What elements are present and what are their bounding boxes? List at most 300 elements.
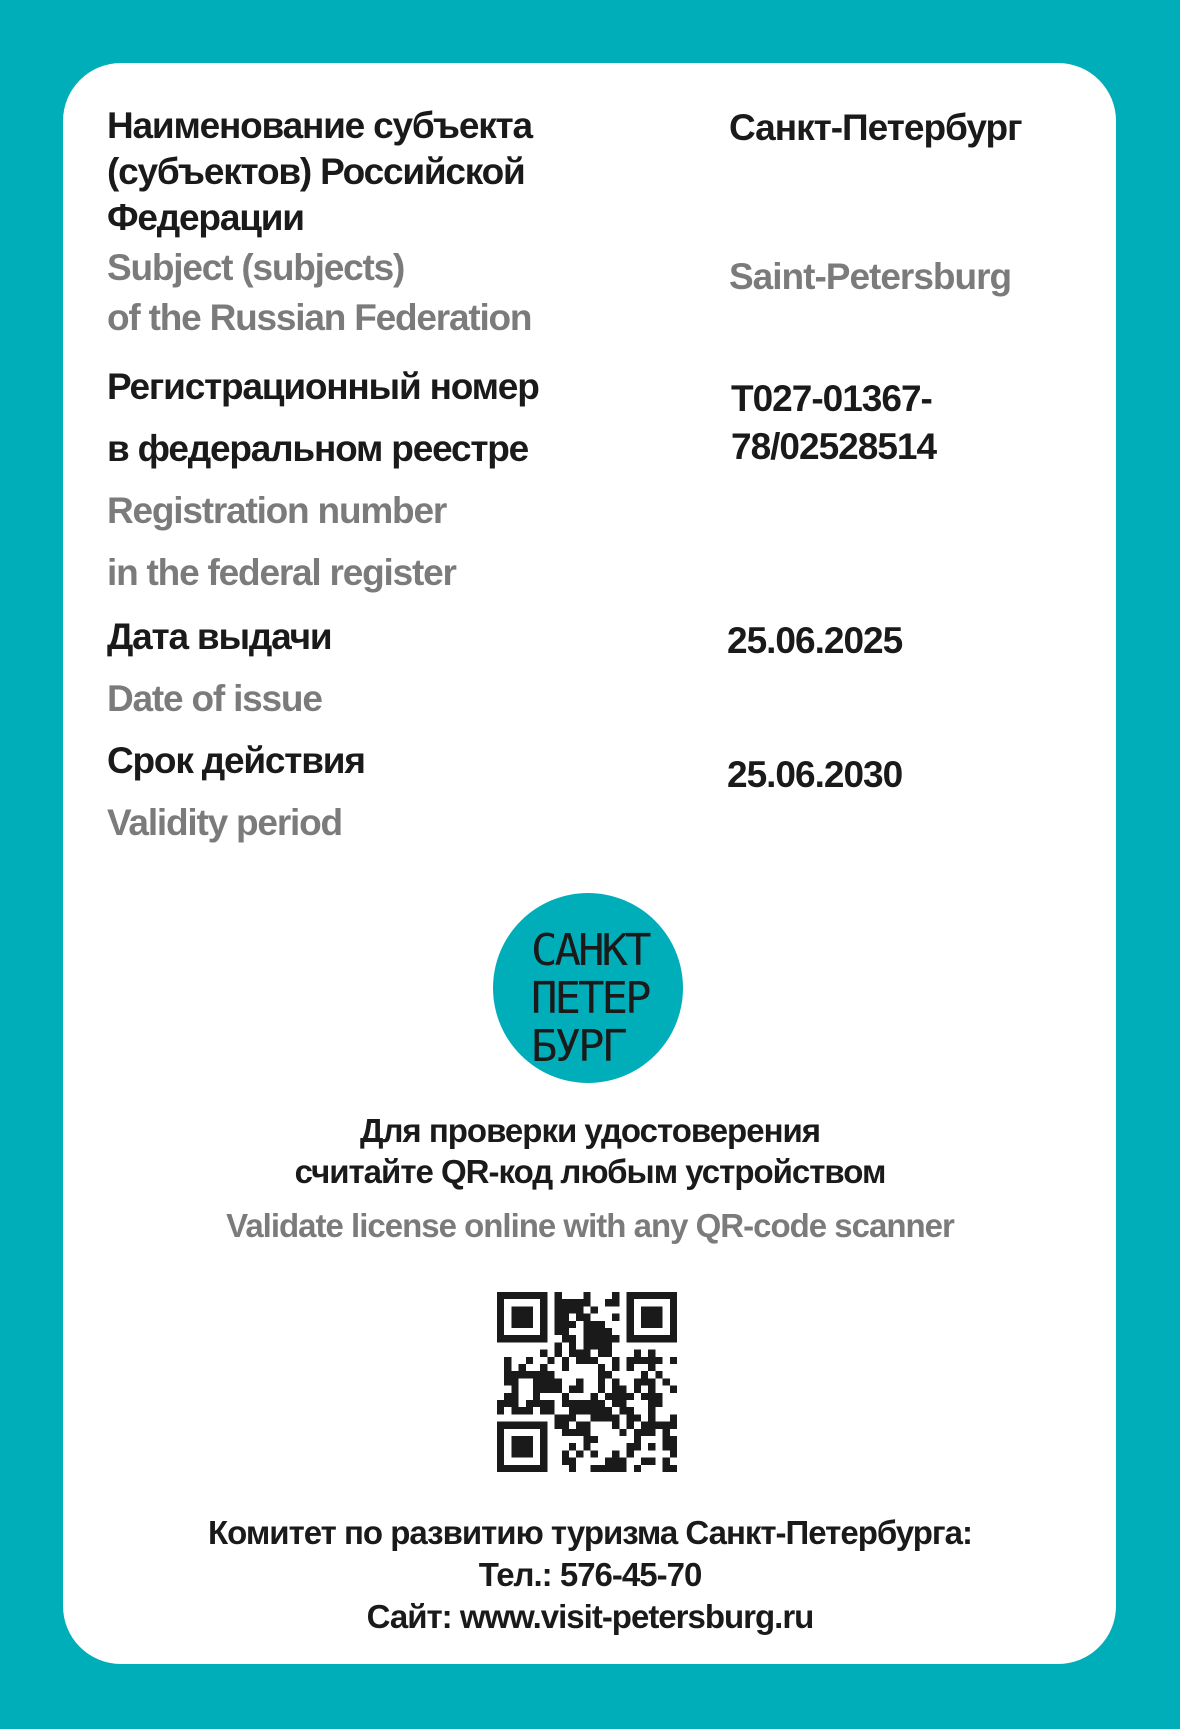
qr-module [598,1386,605,1393]
qr-module [562,1321,569,1328]
issue-date-label-en: Date of issue [107,678,322,719]
qr-module [627,1292,634,1299]
qr-module [562,1306,569,1313]
qr-module [562,1314,569,1321]
qr-module [497,1458,504,1465]
qr-module [619,1407,626,1414]
qr-module [648,1400,655,1407]
verify-ru-line-2: считайте QR-код любым устройством [294,1153,886,1190]
qr-module [598,1400,605,1407]
qr-module [576,1306,583,1313]
qr-module [497,1314,504,1321]
qr-module [605,1371,612,1378]
qr-module [598,1414,605,1421]
qr-module [598,1328,605,1335]
qr-module [576,1450,583,1457]
qr-module [670,1335,677,1342]
qr-module [519,1422,526,1429]
qr-module [605,1335,612,1342]
qr-module [619,1393,626,1400]
qr-module [533,1422,540,1429]
qr-module [663,1422,670,1429]
qr-module [533,1292,540,1299]
qr-module [648,1314,655,1321]
qr-module [511,1422,518,1429]
qr-module [605,1458,612,1465]
qr-module [526,1357,533,1364]
qr-module [591,1328,598,1335]
qr-module [569,1350,576,1357]
qr-module [562,1299,569,1306]
registration-label-en-1: Registration number [107,490,447,531]
qr-module [627,1422,634,1429]
qr-module [663,1436,670,1443]
qr-module [555,1306,562,1313]
qr-module [619,1429,626,1436]
qr-module [519,1321,526,1328]
qr-module [540,1407,547,1414]
qr-module [569,1400,576,1407]
qr-module [555,1292,562,1299]
qr-module [526,1335,533,1342]
qr-module [555,1314,562,1321]
qr-module [547,1371,554,1378]
qr-module [648,1292,655,1299]
qr-code-icon[interactable] [493,1292,681,1472]
qr-module [540,1386,547,1393]
qr-module [533,1371,540,1378]
qr-module [670,1443,677,1450]
qr-module [648,1443,655,1450]
registration-label-ru-1: Регистрационный номер [107,366,539,407]
qr-module [670,1386,677,1393]
qr-module [511,1450,518,1457]
validity-label-en: Validity period [107,802,342,843]
qr-module [540,1465,547,1472]
qr-module [547,1407,554,1414]
qr-module [627,1299,634,1306]
qr-module [511,1407,518,1414]
qr-module [569,1342,576,1349]
qr-module [562,1429,569,1436]
qr-module [583,1335,590,1342]
qr-module [612,1422,619,1429]
qr-module [641,1306,648,1313]
verify-ru-line-1: Для проверки удостоверения [359,1112,821,1149]
qr-module [627,1321,634,1328]
qr-module [497,1429,504,1436]
qr-module [641,1378,648,1385]
qr-module [627,1443,634,1450]
subject-value-en: Saint-Petersburg [729,256,1012,297]
qr-module [555,1422,562,1429]
qr-module [612,1450,619,1457]
qr-module [655,1400,662,1407]
qr-module [583,1321,590,1328]
qr-module [526,1371,533,1378]
qr-module [511,1465,518,1472]
qr-module [670,1292,677,1299]
qr-module [562,1414,569,1421]
qr-module [504,1371,511,1378]
qr-module [569,1306,576,1313]
qr-module [663,1458,670,1465]
issue-date-label-ru: Дата выдачи [107,616,332,657]
qr-module [562,1458,569,1465]
qr-module [591,1450,598,1457]
qr-module [670,1314,677,1321]
qr-module [598,1407,605,1414]
qr-module [612,1357,619,1364]
qr-module [634,1292,641,1299]
qr-module [576,1422,583,1429]
qr-module [641,1458,648,1465]
qr-module [583,1443,590,1450]
qr-module [670,1357,677,1364]
qr-module [576,1314,583,1321]
qr-module [569,1299,576,1306]
qr-module [627,1357,634,1364]
qr-module [627,1328,634,1335]
qr-module [670,1299,677,1306]
qr-module [540,1443,547,1450]
qr-module [533,1386,540,1393]
qr-module [504,1422,511,1429]
qr-module [504,1357,511,1364]
qr-module [648,1350,655,1357]
qr-module [598,1371,605,1378]
qr-module [627,1450,634,1457]
qr-module [562,1364,569,1371]
qr-module [497,1306,504,1313]
qr-module [555,1321,562,1328]
qr-module [526,1314,533,1321]
qr-module [583,1407,590,1414]
qr-module [540,1321,547,1328]
qr-module [569,1443,576,1450]
qr-module [670,1414,677,1421]
qr-module [634,1443,641,1450]
qr-module [555,1378,562,1385]
qr-module [655,1422,662,1429]
qr-module [504,1378,511,1385]
subject-label [107,103,707,343]
qr-module [634,1357,641,1364]
qr-module [562,1450,569,1457]
qr-module [526,1465,533,1472]
qr-module [497,1299,504,1306]
qr-module [591,1436,598,1443]
qr-module [547,1357,554,1364]
qr-module [511,1378,518,1385]
qr-module [526,1436,533,1443]
qr-module [555,1299,562,1306]
qr-module [540,1371,547,1378]
qr-module [519,1465,526,1472]
qr-module [497,1450,504,1457]
qr-module [627,1306,634,1313]
qr-module [583,1299,590,1306]
subject-label-en-2: of the Russian Federation [107,297,532,338]
qr-module [591,1407,598,1414]
qr-module [555,1414,562,1421]
registration-value-1: Т027-01367- [731,378,932,419]
qr-module [591,1335,598,1342]
qr-module [598,1321,605,1328]
verify-text-en: Validate license online with any QR-code scanner [226,1207,954,1244]
qr-module [540,1458,547,1465]
qr-module [511,1371,518,1378]
issue-date-value: 25.06.2025 [727,620,903,661]
qr-module [562,1357,569,1364]
qr-module [655,1393,662,1400]
qr-module [627,1393,634,1400]
subject-value-ru: Санкт-Петербург [729,107,1022,148]
qr-module [555,1386,562,1393]
qr-module [504,1335,511,1342]
qr-module [583,1357,590,1364]
qr-module [583,1429,590,1436]
qr-module [497,1436,504,1443]
qr-module [670,1422,677,1429]
qr-module [562,1335,569,1342]
qr-module [591,1393,598,1400]
qr-module [504,1400,511,1407]
validity-label-ru: Срок действия [107,740,365,781]
qr-module [569,1321,576,1328]
qr-module [634,1335,641,1342]
qr-module [540,1299,547,1306]
qr-module [555,1342,562,1349]
registration-value-2: 78/02528514 [731,426,937,467]
qr-module [612,1378,619,1385]
qr-module [576,1299,583,1306]
qr-module [598,1342,605,1349]
qr-module [598,1335,605,1342]
validity-label [107,730,707,854]
subject-label-ru-3: Федерации [107,197,304,238]
qr-module [583,1422,590,1429]
qr-module [504,1292,511,1299]
qr-module [540,1378,547,1385]
subject-label-en-1: Subject (subjects) [107,247,405,288]
qr-module [519,1306,526,1313]
qr-module [655,1335,662,1342]
qr-module [526,1443,533,1450]
qr-module [555,1350,562,1357]
qr-module [526,1450,533,1457]
qr-module [627,1314,634,1321]
qr-module [655,1292,662,1299]
qr-module [648,1321,655,1328]
qr-module [519,1371,526,1378]
qr-module [526,1407,533,1414]
qr-module [576,1386,583,1393]
qr-module [663,1443,670,1450]
qr-module [605,1414,612,1421]
qr-module [648,1393,655,1400]
qr-module [619,1465,626,1472]
registration-label-en-2: in the federal register [107,552,456,593]
qr-module [598,1465,605,1472]
qr-module [533,1378,540,1385]
qr-module [648,1422,655,1429]
qr-module [562,1422,569,1429]
qr-module [612,1414,619,1421]
qr-module [583,1292,590,1299]
qr-module [612,1299,619,1306]
qr-module [547,1400,554,1407]
qr-module [583,1328,590,1335]
qr-module [569,1386,576,1393]
qr-module [612,1386,619,1393]
qr-module [511,1321,518,1328]
qr-module [583,1400,590,1407]
qr-module [655,1321,662,1328]
qr-module [576,1429,583,1436]
qr-module [648,1364,655,1371]
qr-module [605,1350,612,1357]
qr-module [526,1422,533,1429]
qr-module [591,1400,598,1407]
qr-module [511,1386,518,1393]
logo-line-1: САНКТ [531,925,649,976]
qr-module [648,1429,655,1436]
qr-module [612,1393,619,1400]
qr-module [670,1321,677,1328]
qr-module [497,1292,504,1299]
qr-module [526,1306,533,1313]
qr-module [612,1292,619,1299]
qr-module [540,1292,547,1299]
validity-value: 25.06.2030 [727,754,903,795]
qr-module [612,1458,619,1465]
qr-module [641,1371,648,1378]
qr-module [655,1371,662,1378]
qr-module [619,1400,626,1407]
footer-contacts [0,1512,1180,1638]
qr-module [655,1314,662,1321]
registration-label-ru-2: в федеральном реестре [107,428,529,469]
qr-module [648,1357,655,1364]
qr-module [519,1443,526,1450]
qr-module [648,1335,655,1342]
qr-module [540,1328,547,1335]
qr-module [576,1350,583,1357]
logo-line-3: БУРГ [531,1021,625,1072]
qr-module [497,1422,504,1429]
qr-module [634,1414,641,1421]
qr-module [641,1335,648,1342]
qr-module [526,1400,533,1407]
qr-module [540,1400,547,1407]
qr-module [583,1342,590,1349]
qr-module [605,1299,612,1306]
qr-module [576,1357,583,1364]
qr-module [511,1306,518,1313]
qr-module [663,1378,670,1385]
qr-module [670,1450,677,1457]
qr-module [591,1342,598,1349]
qr-module [519,1314,526,1321]
qr-module [576,1400,583,1407]
qr-module [634,1436,641,1443]
qr-module [663,1292,670,1299]
qr-module [641,1429,648,1436]
spb-logo [493,893,683,1083]
qr-module [533,1393,540,1400]
qr-module [634,1465,641,1472]
qr-module [504,1364,511,1371]
qr-module [612,1465,619,1472]
qr-module [655,1357,662,1364]
qr-module [605,1465,612,1472]
qr-module [634,1429,641,1436]
qr-module [591,1321,598,1328]
qr-module [612,1364,619,1371]
qr-module [569,1458,576,1465]
qr-module [605,1328,612,1335]
qr-module [497,1321,504,1328]
registration-label [107,356,707,604]
logo-line-2: ПЕТЕР [531,973,649,1024]
qr-module [519,1407,526,1414]
qr-module [641,1393,648,1400]
qr-module [663,1465,670,1472]
qr-module [663,1335,670,1342]
qr-module [655,1306,662,1313]
qr-module [670,1306,677,1313]
qr-module [583,1436,590,1443]
qr-module [641,1314,648,1321]
qr-module [641,1321,648,1328]
issue-date-label [107,606,707,730]
qr-module [619,1458,626,1465]
qr-module [670,1328,677,1335]
qr-module [591,1414,598,1421]
qr-module [648,1386,655,1393]
qr-module [627,1364,634,1371]
qr-module [634,1378,641,1385]
qr-module [641,1292,648,1299]
qr-module [540,1314,547,1321]
qr-module [511,1292,518,1299]
qr-module [562,1400,569,1407]
qr-module [519,1292,526,1299]
qr-module [540,1364,547,1371]
qr-module [519,1364,526,1371]
qr-module [612,1400,619,1407]
qr-module [562,1393,569,1400]
qr-module [540,1436,547,1443]
qr-module [519,1335,526,1342]
qr-module [569,1465,576,1472]
qr-module [648,1378,655,1385]
qr-module [583,1350,590,1357]
qr-module [511,1443,518,1450]
footer-site: Сайт: www.visit-petersburg.ru [366,1598,814,1635]
qr-module [641,1422,648,1429]
qr-module [497,1335,504,1342]
qr-module [547,1378,554,1385]
qr-module [634,1386,641,1393]
qr-module [591,1357,598,1364]
qr-module [612,1314,619,1321]
footer-org: Комитет по развитию туризма Санкт-Петербурга: [208,1514,972,1551]
qr-module [576,1407,583,1414]
qr-module [634,1350,641,1357]
qr-module [648,1407,655,1414]
